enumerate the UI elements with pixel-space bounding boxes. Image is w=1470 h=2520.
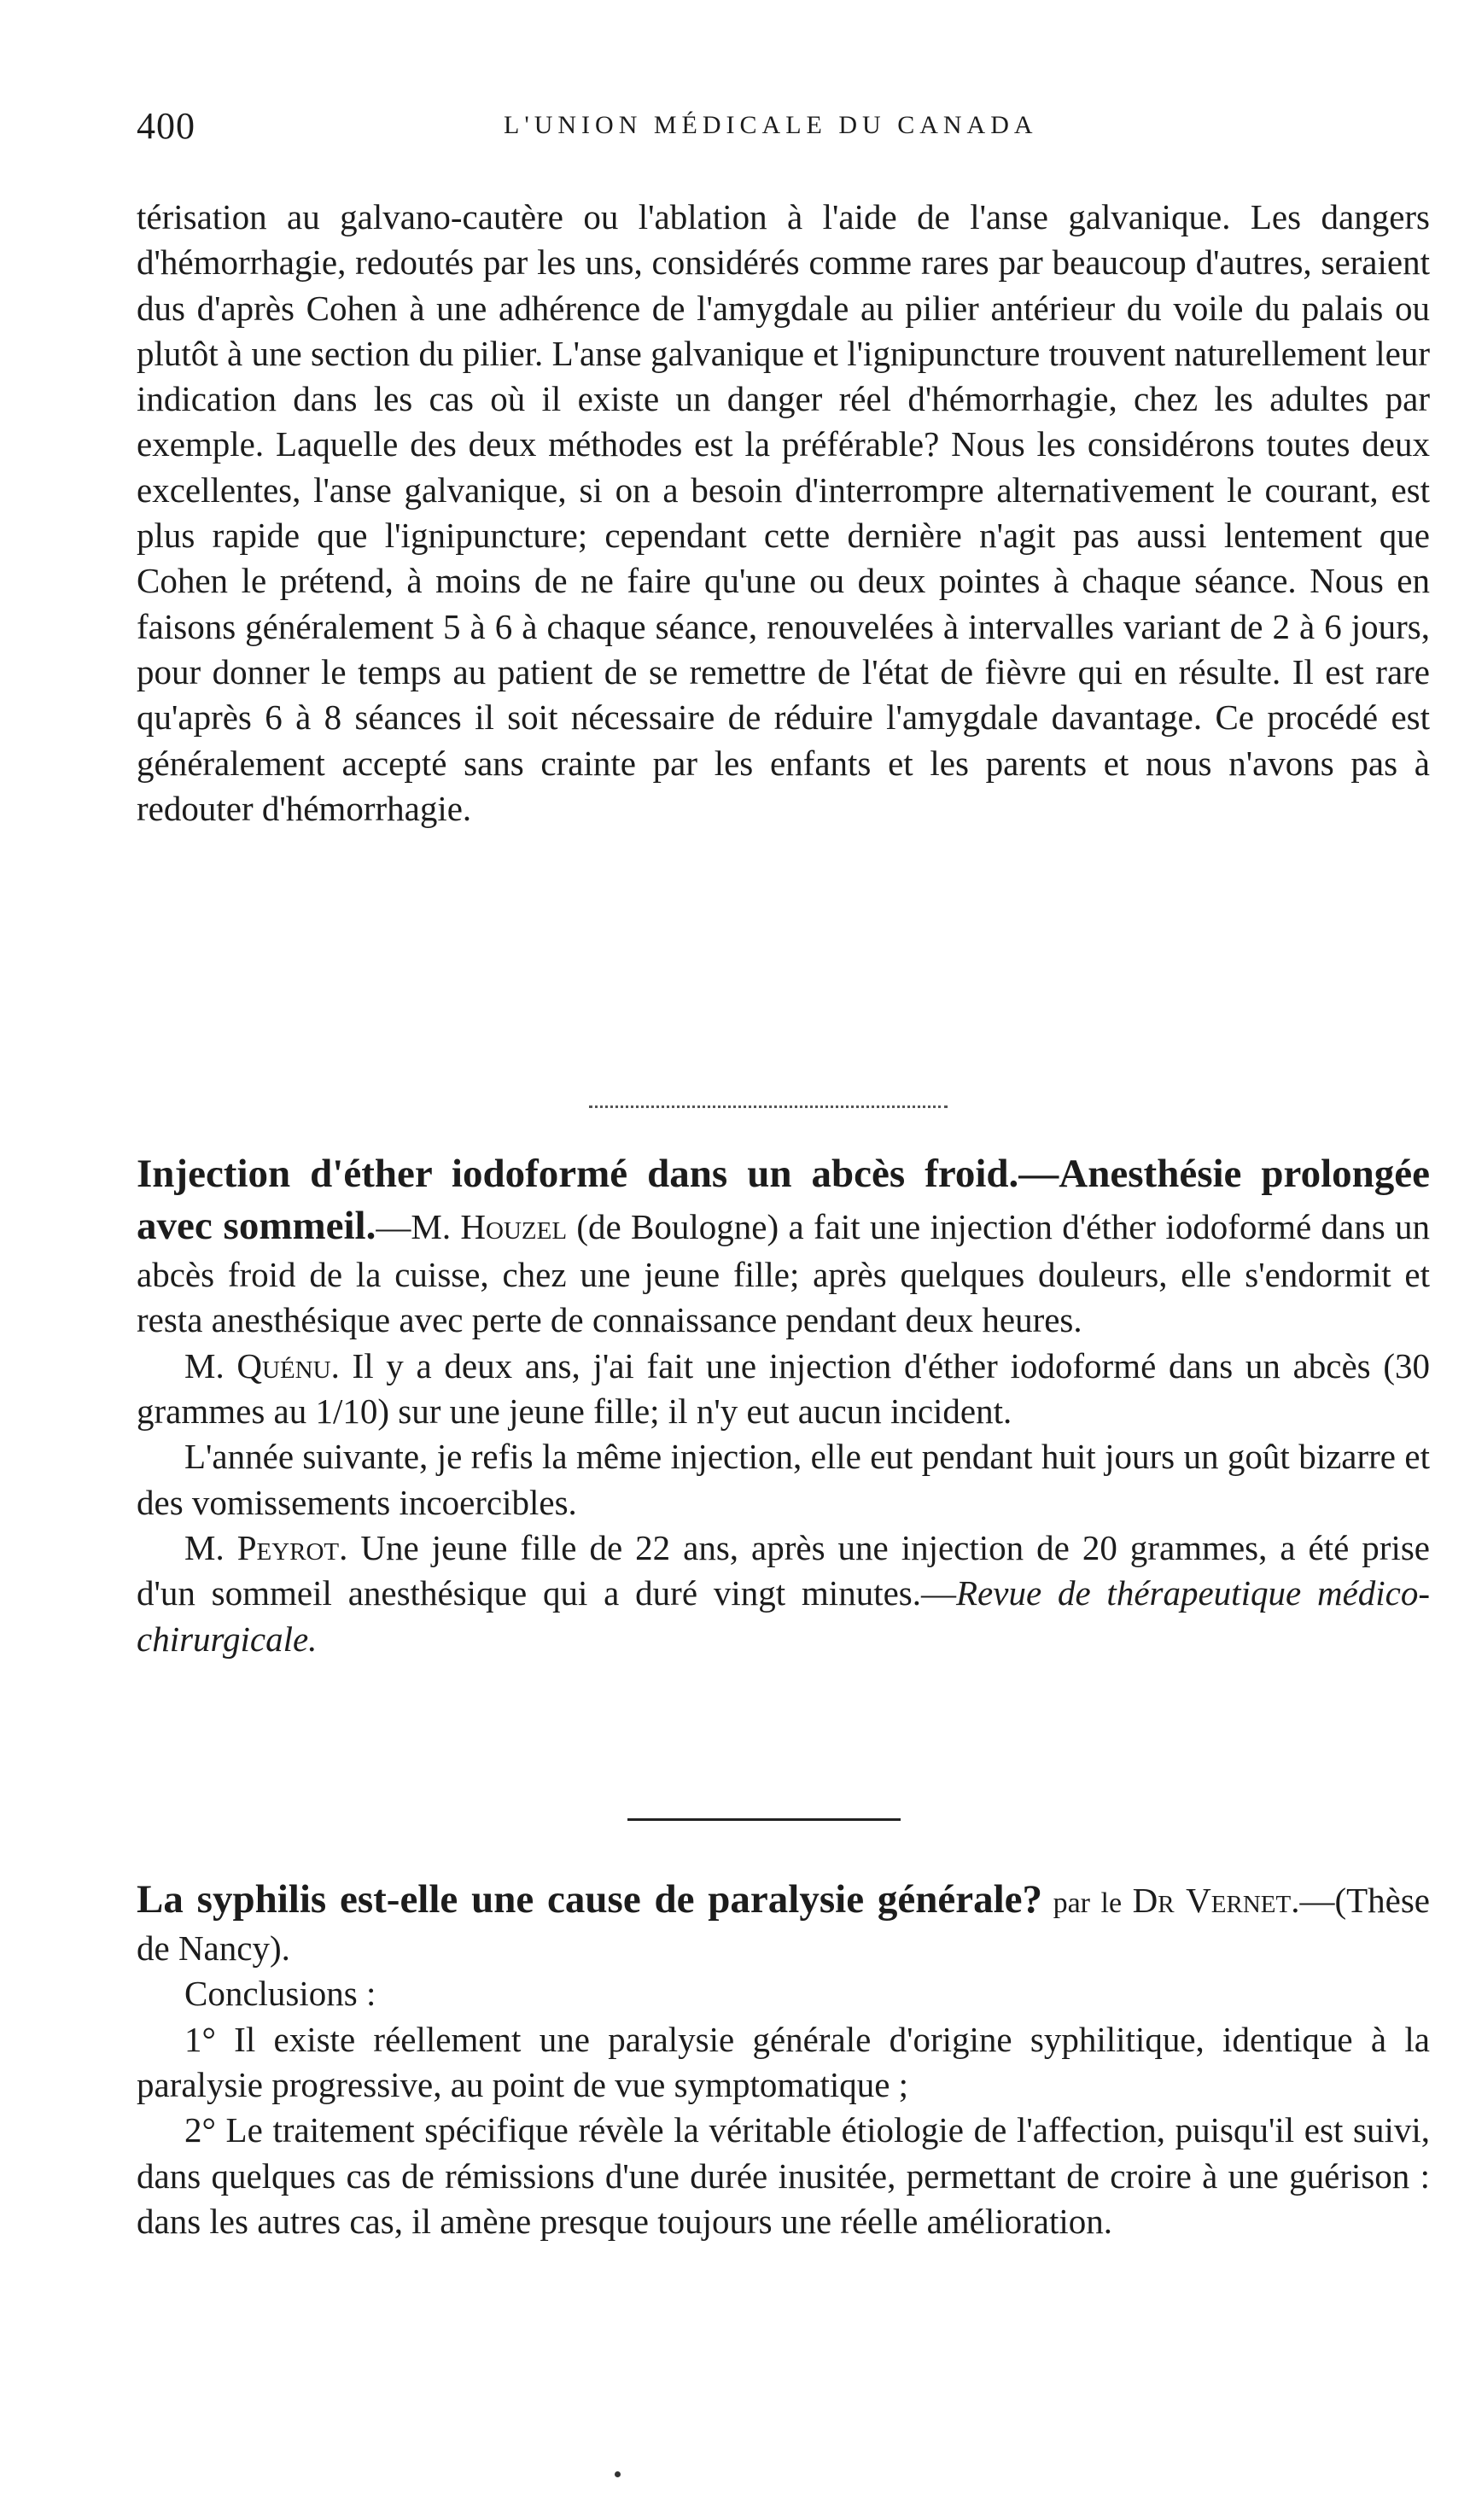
running-head [137,104,1430,147]
author-houzel: M. Houzel [411,1207,568,1247]
by-label: par le [1042,1887,1133,1919]
author-vernet: Dr Vernet. [1132,1881,1300,1920]
document-page [137,0,1430,2520]
article-syphilis [137,1874,1430,2244]
ether-paragraph-1 [137,1148,1430,1344]
conclusion-2: 2° Le traitement spécifique révèle la véritable étiologie de l'affection, puisqu'il est suivi, dans quelques cas de rémissions d'une durée inusitée, permettant de croire à une guérison : dans les autres cas, il amène presque toujours une réelle amélioration. [137,2110,1430,2241]
syphilis-heading-line [137,1874,1430,1971]
ether-paragraph-3: L'année suivante, je refis la même injection, elle eut pendant huit jours un goût bizarre et des vomissements incoercibles. [137,1437,1430,1522]
article-ether-injection [137,1148,1430,1662]
ether-paragraph-2 [137,1344,1430,1435]
page-number: 400 [137,105,195,147]
ether-paragraph-4-text: Une jeune fille de 22 ans, après une injection de 20 grammes, a été prise d'un sommeil anesthésique qui a duré vingt minutes.— [137,1527,1430,1613]
conclusion-1: 1° Il existe réellement une paralysie générale d'origine syphilitique, identique à la paralysie progressive, au point de vue symptomatique ; [137,2019,1430,2104]
author-peyrot: M. Peyrot. [184,1527,348,1567]
thesis-note: —(Thèse de Nancy). [137,1881,1431,1969]
solid-separator [627,1818,901,1821]
continuation-paragraph: térisation au galvano-cautère ou l'ablation à l'aide de l'anse galvanique. Les dangers d'hémorrhagie, redoutés par les uns, considérés comme rares par beaucoup d'autres, seraient dus d'après Cohen à une adhérence de l'amygdale au pilier antérieur du voile du palais ou plutôt à une section du pilier. L'anse galvanique et l'ignipuncture trouvent naturellement leur indication dans les cas où il existe un danger réel d'hémorrhagie, chez les adultes par exemple. Laquelle des deux méthodes est la préférable? Nous les considérons toutes deux excellentes, l'anse galvanique, si on a besoin d'interrompre alternativement le courant, est plus rapide que l'ignipuncture; cependant cette dernière n'agit pas aussi lentement que Cohen le prétend, à moins de ne faire qu'une ou deux pointes à chaque séance. Nous en faisons généralement 5 à 6 à chaque séance, renouvelées à intervalles variant de 2 à 6 jours, pour donner le temps au patient de se remettre de l'état de fièvre qui en résulte. Il est rare qu'après 6 à 8 séances il soit nécessaire de réduire l'amygdale davantage. Ce procédé est généralement accepté sans crainte par les enfants et les parents et nous n'avons pas à redouter d'hémorrhagie. [137,197,1430,828]
conclusions-label: Conclusions : [184,1974,376,2014]
ether-paragraph-1-text: (de Boulogne) a fait une injection d'éther iodoformé dans un abcès froid de la cuisse, chez une jeune fille; après quelques douleurs, elle s'endormit et resta anesthésique avec perte de connaissance pendant deux heures. [137,1207,1430,1340]
ether-paragraph-4 [137,1525,1430,1662]
author-quenu: M. Quénu. [184,1345,340,1385]
article-heading-syphilis: La syphilis est-elle une cause de paralysie générale? [137,1877,1043,1922]
ether-paragraph-2-text: Il y a deux ans, j'ai fait une injection d'éther iodoformé dans un abcès (30 grammes au 1/10) sur une jeune fille; il n'y eut aucun incident. [137,1345,1430,1432]
page-mark [615,2471,621,2477]
heading-dash: — [376,1207,411,1247]
dotted-separator [589,1105,948,1108]
journal-title: L'UNION MÉDICALE DU CANADA [504,111,1038,139]
article-heading: Injection d'éther iodoformé dans un abcès froid.—Anesthésie prolongée avec sommeil. [137,1152,1430,1249]
article-continuation [137,195,1430,831]
source-citation: Revue de thérapeutique médico-chirurgicale. [137,1573,1431,1659]
